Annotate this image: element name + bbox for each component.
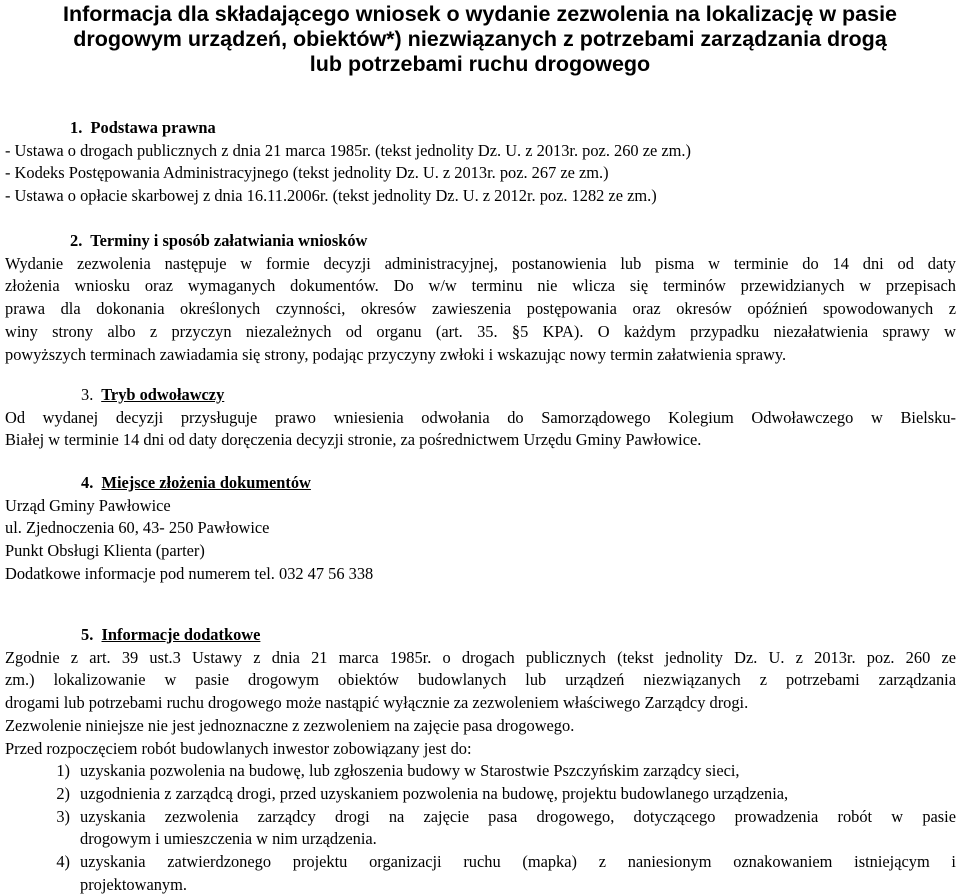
list-item-text: uzyskania zatwierdzonego projektu organizacji ruchu (mapka) z naniesionym oznakowaniem istniejącym i xyxy=(80,852,956,872)
section-number: 1. xyxy=(70,118,83,137)
legal-act-line: - Ustawa o opłacie skarbowej z dnia 16.11.2006r. (tekst jednolity Dz. U. z 2012r. poz. 1282 ze zm.) xyxy=(5,186,657,206)
office-address: ul. Zjednoczenia 60, 43- 250 Pawłowice xyxy=(5,518,270,538)
note-line: Zezwolenie niniejsze nie jest jednoznaczne z zezwoleniem na zajęcie pasa drogowego. xyxy=(5,715,575,735)
section-heading xyxy=(5,230,956,253)
title-line: Informacja dla składającego wniosek o wydanie zezwolenia na lokalizację w pasie xyxy=(62,2,898,26)
list-item-text: projektowanym. xyxy=(80,874,187,894)
section-number: 3. xyxy=(81,385,94,404)
section-heading xyxy=(5,117,956,140)
list-item-text: drogowym i umieszczenia w nim urządzenia. xyxy=(80,829,377,849)
obligations-list xyxy=(5,760,956,896)
paragraph-line: zm.) lokalizowanie w pasie drogowym obiektów budowlanych lub urządzeń niezwiązanych z potrzebami zarządzania xyxy=(5,670,956,690)
list-item xyxy=(5,806,956,851)
section-heading xyxy=(5,472,956,495)
paragraph-line: Od wydanej decyzji przysługuje prawo wniesienia odwołania do Samorządowego Kolegium Odwoławczego w Bielsku- xyxy=(5,407,956,427)
list-item-text: uzyskania pozwolenia na budowę, lub zgłoszenia budowy w Starostwie Pszczyńskim zarządcy sieci, xyxy=(80,761,740,781)
title-line: drogowym urządzeń, obiektów*) niezwiązanych z potrzebami zarządzania drogą xyxy=(73,27,887,51)
obligations-intro: Przed rozpoczęciem robót budowlanych inwestor zobowiązany jest do: xyxy=(5,738,472,758)
list-item xyxy=(5,760,956,783)
section-deadlines xyxy=(5,230,956,366)
section-heading xyxy=(5,624,956,647)
section-heading xyxy=(5,384,956,407)
section-title: Terminy i sposób załatwiania wniosków xyxy=(90,231,368,250)
list-item xyxy=(5,783,956,806)
list-item-text: uzyskania zezwolenia zarządcy drogi na zajęcie pasa drogowego, dotyczącego prowadzenia robót w pasie xyxy=(80,806,956,826)
office-name: Urząd Gminy Pawłowice xyxy=(5,495,171,515)
paragraph-line: prawa dla dokonania określonych czynności, okresów zawieszenia postępowania oraz okresów opóźnień spowodowanych z xyxy=(5,299,956,319)
list-item-number: 3) xyxy=(56,806,70,826)
section-additional-info xyxy=(5,624,956,896)
section-title: Miejsce złożenia dokumentów xyxy=(101,473,311,492)
section-number: 5. xyxy=(81,625,94,644)
section-title: Tryb odwoławczy xyxy=(101,385,225,404)
legal-act-line: - Ustawa o drogach publicznych z dnia 21 marca 1985r. (tekst jednolity Dz. U. z 2013r. poz. 260 ze zm.) xyxy=(5,140,691,160)
list-item-number: 1) xyxy=(56,761,70,781)
paragraph-line: Białej w terminie 14 dni od daty doręczenia decyzji stronie, za pośrednictwem Urzędu Gminy Pawłowice. xyxy=(5,430,702,450)
document-title xyxy=(5,2,955,77)
section-legal-basis xyxy=(5,117,956,208)
section-title: Informacje dodatkowe xyxy=(101,625,261,644)
list-item xyxy=(5,851,956,896)
list-item-number: 2) xyxy=(56,783,70,803)
paragraph-line: Wydanie zezwolenia następuje w formie decyzji administracyjnej, postanowienia lub pisma w terminie do 14 dni od daty xyxy=(5,253,956,273)
paragraph-line: drogami lub potrzebami ruchu drogowego może nastąpić wyłącznie za zezwoleniem właściwego Zarządcy drogi. xyxy=(5,693,749,713)
section-submission-place xyxy=(5,472,956,586)
paragraph-line: złożenia wniosku oraz wymaganych dokumentów. Do w/w terminu nie wlicza się terminów przewidzianych w przepisach xyxy=(5,276,956,296)
legal-act-line: - Kodeks Postępowania Administracyjnego (tekst jednolity Dz. U. z 2013r. poz. 267 ze zm.) xyxy=(5,163,609,183)
section-number: 2. xyxy=(70,231,83,250)
title-line: lub potrzebami ruchu drogowego xyxy=(309,52,651,76)
list-item-text: uzgodnienia z zarządcą drogi, przed uzyskaniem pozwolenia na budowę, projektu budowlanego urządzenia, xyxy=(80,783,789,803)
office-desk: Punkt Obsługi Klienta (parter) xyxy=(5,541,205,561)
paragraph-line: winy strony albo z przyczyn niezależnych od organu (art. 35. §5 KPA). O każdym przypadku niezałatwienia sprawy w xyxy=(5,321,956,341)
paragraph-line: powyższych terminach zawiadamia się strony, podając przyczyny zwłoki i wskazując nowy termin załatwienia sprawy. xyxy=(5,344,787,364)
list-item-number: 4) xyxy=(56,852,70,872)
section-title: Podstawa prawna xyxy=(90,118,216,137)
section-number: 4. xyxy=(81,473,94,492)
section-appeal xyxy=(5,384,956,452)
office-phone: Dodatkowe informacje pod numerem tel. 032 47 56 338 xyxy=(5,563,374,583)
paragraph-line: Zgodnie z art. 39 ust.3 Ustawy z dnia 21 marca 1985r. o drogach publicznych (tekst jednolity Dz. U. z 2013r. poz. 260 ze xyxy=(5,647,956,667)
